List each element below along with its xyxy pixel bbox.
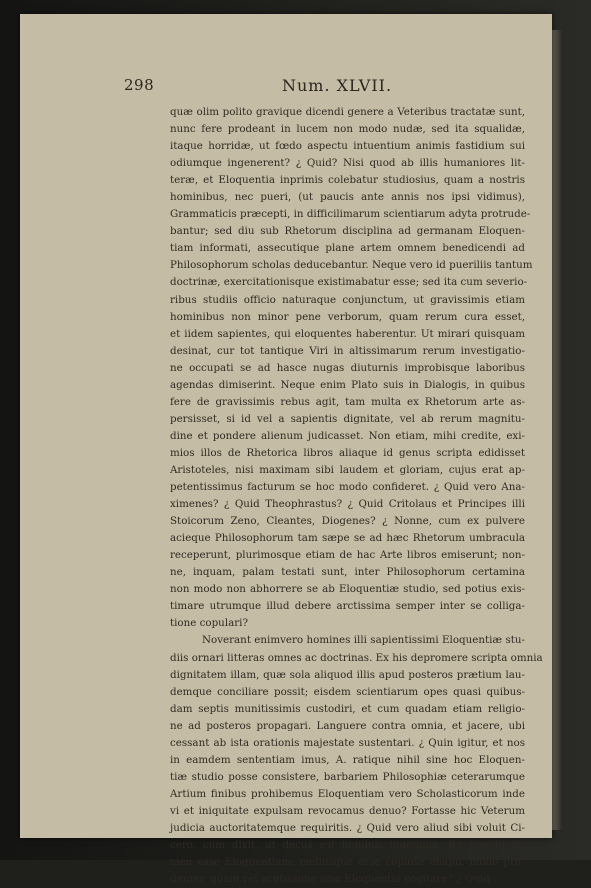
text-line: cessant ab ista orationis majestate sustentari. ¿ Quin igitur, et nos [170, 736, 525, 749]
text-line: nunc fere prodeant in lucem non modo nudæ, sed ita squalidæ, [170, 123, 525, 136]
text-line: tiæ studio posse consistere, barbariem Philosophiæ ceterarumque [170, 770, 525, 783]
page-header [124, 76, 414, 98]
text-line: Philosophorum scholas deducebantur. Neque vero id pueriliis tantum [170, 259, 533, 272]
text-line: ribus studiis officio naturaque conjunctum, ut gravissimis etiam [170, 293, 525, 306]
text-line: bantur; sed diu sub Rhetorum disciplina ad germanam Eloquen- [170, 225, 525, 238]
text-line: doctrinæ, exercitationisque existimabatur esse; sed ita cum severio- [170, 276, 528, 289]
text-line: hominibus, nec pueri, (ut paucis ante annis nos ipsi vidimus), [170, 191, 525, 204]
text-line: Stoicorum Zeno, Cleantes, Diogenes? ¿ Nonne, cum ex pulvere [170, 515, 525, 528]
text-line: dam septis munitissimis custodiri, et cum quadam etiam religio- [170, 702, 525, 715]
paragraph [170, 104, 533, 632]
text-line: itaque horridæ, ut fœdo aspectu intuentium animis fastidium sui [170, 140, 525, 153]
text-line: non modo non abhorrere se ab Eloquentiæ studio, sed potius exis- [170, 583, 525, 596]
text-line: teræ, et Eloquentia inprimis colebatur studiosius, quam a nostris [170, 174, 525, 187]
text-line: ximenes? ¿ Quid Theophrastus? ¿ Quid Critolaus et Principes illi [170, 498, 525, 511]
text-line: ne, inquam, palam testati sunt, inter Philosophorum certamina [170, 566, 525, 579]
text-line: quæ olim polito gravique dicendi genere a Veteribus tractatæ sunt, [170, 106, 525, 118]
text-line: dine et pondere alienum judicasset. Non etiam, mihi credite, exi- [170, 429, 525, 442]
text-line: agendas dimiserint. Neque enim Plato suis in Dialogis, in quibus [170, 378, 525, 391]
text-line: cero, cum dixit, ut decus est hominis ingenium, ita ingenii lu- [170, 839, 525, 852]
text-line: Artium finibus prohibemus Eloquentiam vero Scholasticorum inde [170, 787, 525, 800]
running-head: Num. XLVII. [282, 76, 393, 95]
text-line: et iidem sapientes, qui eloquentes haberentur. Ut mirari quisquam [170, 327, 525, 340]
text-line: demque conciliare possit; eisdem scientiarum opes quasi quibus- [170, 685, 525, 698]
text-line: diis ornari litteras omnes ac doctrinas. Ex his depromere scripta omnia [170, 651, 543, 664]
text-line: timare utrumque illud debere arctissima semper inter se colliga- [170, 600, 525, 613]
text-line: Aristoteles, nisi maximam sibi laudem et gloriam, cujus erat ap- [170, 463, 525, 476]
text-line: vi et iniquitate expulsam revocamus denuo? Fortasse hic Veterum [170, 804, 525, 817]
text-line: tiam informati, assecutique plane artem omnem benedicendi ad [170, 242, 525, 255]
text-line: mios illos de Rhetorica libros aliaque id genus scripta edidisset [170, 446, 525, 459]
page-number: 298 [124, 76, 155, 94]
text-line: men esse Eloquentiam; meliusque esse copiose eloqui, modo pru- [170, 856, 525, 869]
text-line: persisset, si id vel a sapientis dignitate, vel ab rerum magnitu- [170, 412, 525, 425]
text-line: ne ad posteros propagari. Languere contra omnia, et jacere, ubi [170, 719, 525, 732]
text-line: petentissimus facturum se hoc modo confideret. ¿ Quid vero Ana- [170, 481, 525, 494]
text-line: judicia auctoritatemque requiritis. ¿ Quid vero aliud sibi voluit Ci- [170, 821, 525, 834]
body-text [170, 104, 543, 888]
text-line: odiumque ingenerent? ¿ Quid? Nisi quod ab illis humaniores lit- [170, 157, 525, 170]
text-line: dignitatem illam, quæ sola aliquod illis apud posteros prætium lau- [170, 668, 525, 681]
text-line: Grammaticis præcepti, in difficilimarum scientiarum adyta protrude- [170, 208, 531, 221]
text-line: receperunt, plurimosque etiam de hac Arte libros emiserunt; non- [170, 549, 525, 562]
text-line: fere de gravissimis rebus agit, tam multa ex Rhetorum arte as- [170, 395, 525, 408]
text-line: acieque Philosophorum tam sæpe se ad hæc Rhetorum umbracula [170, 532, 525, 545]
text-line: Noverant enimvero homines illi sapientissimi Eloquentiæ stu- [202, 634, 525, 647]
text-line: hominibus non minor pene verborum, quam rerum cura esset, [170, 310, 525, 323]
text-line: tione copulari? [170, 617, 248, 630]
text-line: in eamdem sententiam imus, A. ratique nihil sine hoc Eloquen- [170, 753, 525, 766]
text-line: denter, quam vel acutissime sine Eloquentia cogitare? ¿ Quid [170, 873, 490, 886]
text-line: ne occupati se ad hasce nugas diuturnis improbisque laboribus [170, 361, 525, 374]
paragraph [170, 632, 543, 888]
text-line: desinat, cur tot tantique Viri in altissimarum rerum investigatio- [170, 344, 525, 357]
